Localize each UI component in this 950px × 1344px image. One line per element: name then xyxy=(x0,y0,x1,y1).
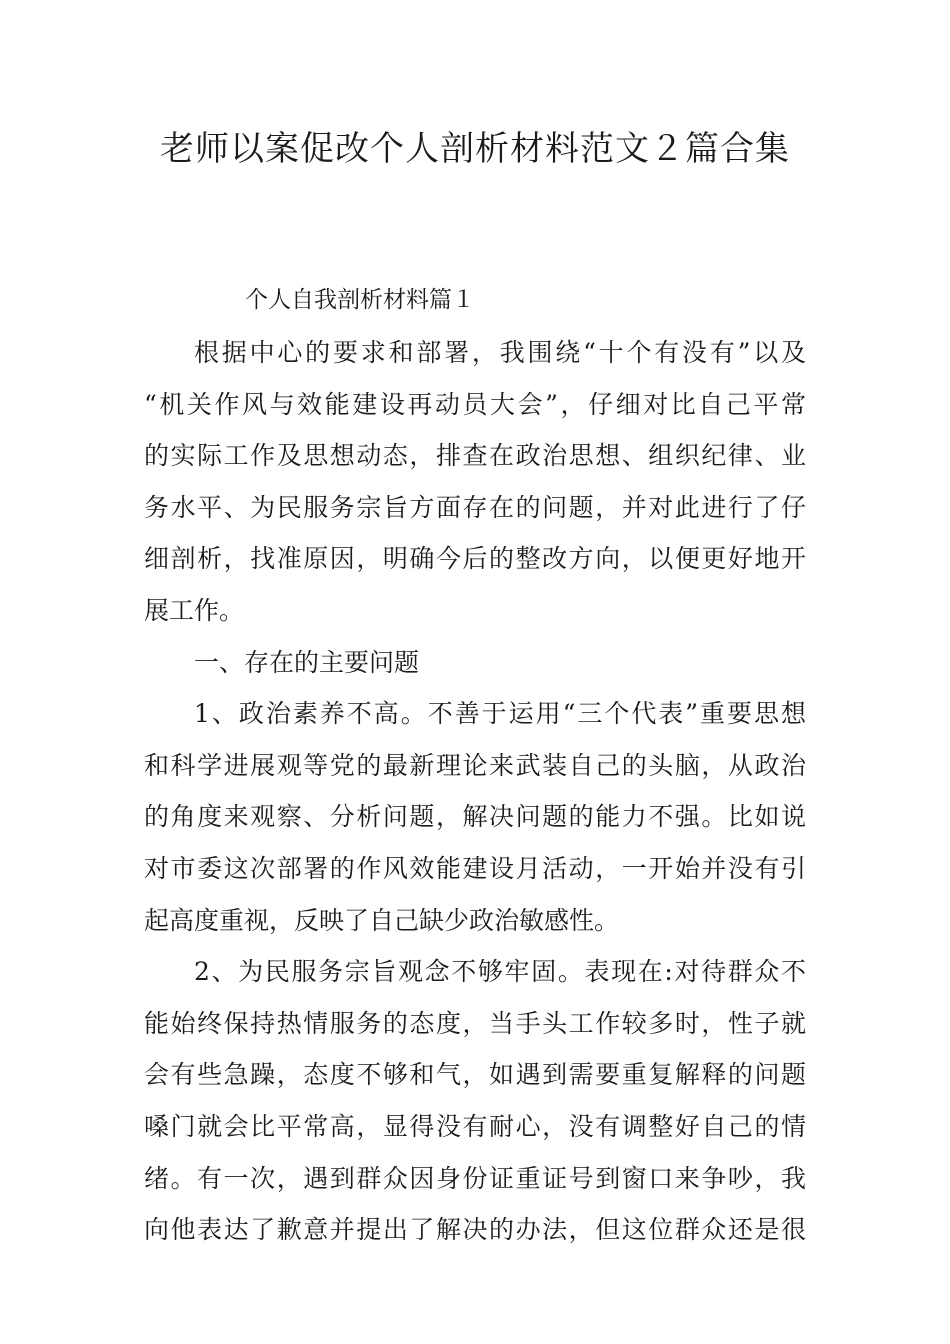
text-line: 根据中心的要求和部署，我围绕“十个有没有”以及 xyxy=(194,338,806,367)
text-line: 能始终保持热情服务的态度，当手头工作较多时，性子就 xyxy=(144,1008,806,1038)
text-line: 2、为民服务宗旨观念不够牢固。表现在:对待群众不 xyxy=(194,957,806,987)
text-line: 对市委这次部署的作风效能建设月活动，一开始并没有引 xyxy=(144,853,806,883)
text-line: 嗓门就会比平常高，显得没有耐心，没有调整好自己的情 xyxy=(144,1111,806,1141)
text-line: 一、存在的主要问题 xyxy=(194,647,420,677)
section-title: 个人自我剖析材料篇１ xyxy=(245,287,475,313)
text-line: 的角度来观察、分析问题，解决问题的能力不强。比如说 xyxy=(144,802,806,832)
text-line: 和科学进展观等党的最新理论来武装自己的头脑，从政治 xyxy=(144,750,806,780)
text-line: 展工作。 xyxy=(144,595,245,625)
text-line: 会有些急躁，态度不够和气，如遇到需要重复解释的问题 xyxy=(144,1060,806,1090)
text-line: 的实际工作及思想动态，排查在政治思想、组织纪律、业 xyxy=(144,441,806,471)
text-line: 细剖析，找准原因，明确今后的整改方向，以便更好地开 xyxy=(144,544,806,574)
text-line: 向他表达了歉意并提出了解决的办法，但这位群众还是很 xyxy=(144,1215,806,1245)
body-text xyxy=(144,327,806,1256)
text-line: “机关作风与效能建设再动员大会”，仔细对比自己平常 xyxy=(144,389,806,419)
document-title: 老师以案促改个人剖析材料范文２篇合集 xyxy=(160,129,790,169)
text-line: 起高度重视，反映了自己缺少政治敏感性。 xyxy=(144,905,620,935)
text-line: 绪。有一次，遇到群众因身份证重证号到窗口来争吵，我 xyxy=(144,1163,806,1193)
text-line: 1、政治素养不高。不善于运用“三个代表”重要思想 xyxy=(194,699,806,729)
text-line: 务水平、为民服务宗旨方面存在的问题，并对此进行了仔 xyxy=(144,492,806,522)
